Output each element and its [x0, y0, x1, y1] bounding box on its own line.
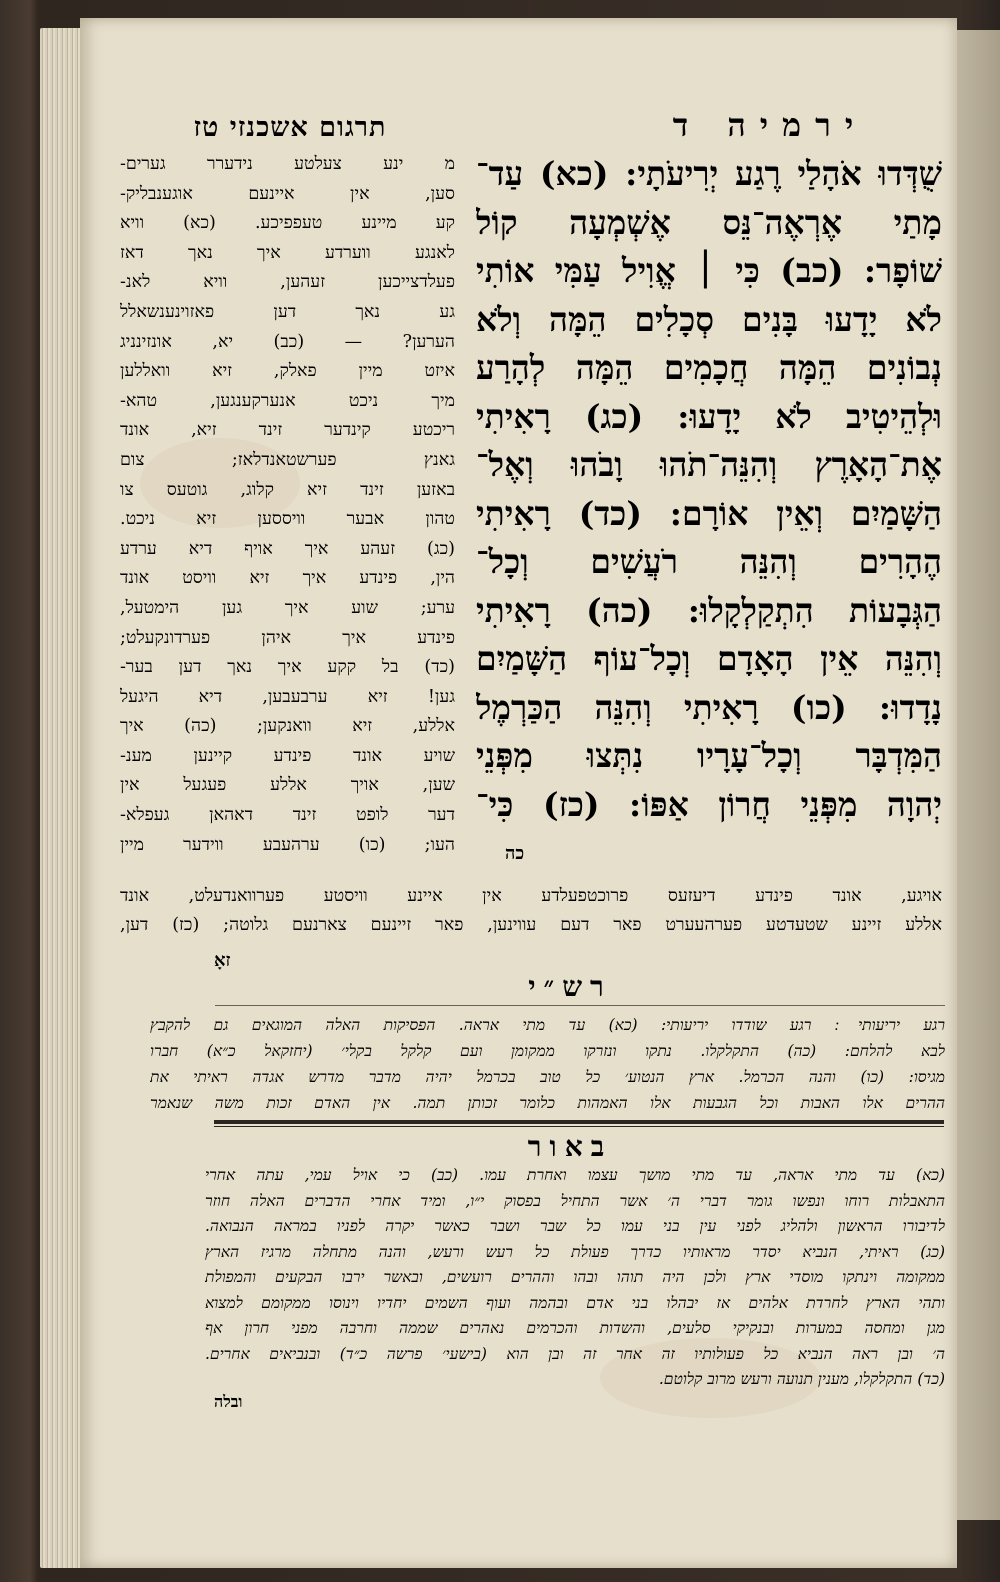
- translation-line: באזען זינד זיא קלוג, גוטעס צו: [120, 479, 455, 500]
- biur-line: (כג) ראיתי, הנביא יסדר מראותיו כדרך פעולת כל רעש ורעש, והנה מתחלה מרגיז הארץ: [205, 1242, 945, 1261]
- translation-line: גען! זיא ערבעבען, דיא היגעל: [120, 686, 455, 707]
- verse-line: וּלְהֵיטִיב לֹא יָדָעוּ: (כג) רָאִיתִי: [476, 396, 942, 436]
- translation-catchword: זאָ: [214, 950, 231, 971]
- translation-line: לאנגע ווערדע איך נאך דאז: [120, 242, 455, 263]
- rashi-line: ההרים אלו האבות וכל הגבעות אלו האמהות כלומר זכותן תמה. אין האדם זכות משה שנאמר: [150, 1094, 945, 1112]
- translation-continuation: [120, 882, 942, 940]
- translation-line: גאנץ פערשטאנדלאז; צום: [120, 449, 455, 470]
- verse-line: הַגְּבָעוֹת הִתְקַלְקָלוּ: (כה) רָאִיתִי: [476, 590, 942, 630]
- verse-line: הֶהָרִים וְהִנֵּה רֹעֲשִׁים וְכָל־: [476, 542, 942, 581]
- verse-line: לֹא יָדָעוּ בָּנִים סְכָלִים הֵמָּה וְלֹא: [476, 299, 942, 339]
- biur-line: התאבלות רוחו ונפשו גומר דברי ה׳ אשר התחיל בפסוק י״ו, ומיד אחרי הדברים האלה חוזר: [205, 1191, 945, 1210]
- translation-line: פעלדצייכען זעהען, וויא לאנ-: [120, 272, 455, 293]
- biur-heading: באור: [527, 1130, 613, 1163]
- rashi-line: רגע יריעותי ׃ רגע שודדו יריעותי: (כא) עד מתי אראה. הפסיקות האלה המוגאים גם להקבץ: [150, 1016, 945, 1034]
- translation-line: הין, פינדע איך זיא וויסט אונד: [120, 568, 455, 589]
- translation-line: פינדע איך איהן פערדונקעלט;: [120, 627, 455, 648]
- translation-line: גע נאך דען פאזוינענשאלל: [120, 301, 455, 322]
- translation-line: הערען? — (כב) יא, אונזינניג: [120, 331, 455, 352]
- biur-commentary: [205, 1163, 945, 1393]
- translation-line: קע מיינע טעפפיכע. (כא) וויא: [120, 213, 455, 234]
- rashi-divider: [215, 1005, 945, 1006]
- section-rule-thin: [214, 1126, 944, 1127]
- verse-line: הַשָּׁמַיִם וְאֵין אוֹרָם: (כד) רָאִיתִי: [476, 493, 942, 533]
- translation-continuation-line: אויגע, אונד פינדע דיעזעס פרוכטפעלדע אין איינע וויסטע פערוואנדעלט, אונד: [120, 886, 942, 906]
- verse-line: יְהוָה מִפְּנֵי חֲרוֹן אַפּוֹ: (כז) כִּי־: [476, 784, 942, 824]
- biur-line: ה׳ ובן ראה הנביא כל פעולותיו זה אחר זה ובן הוא (בישעי׳ פרשה כ״ד) ובנביאים אחרים.: [205, 1344, 945, 1363]
- translation-line: (כד) בל קקע איך נאך דען בער-: [120, 657, 455, 678]
- facing-page-edge: [957, 30, 1000, 1520]
- verse-line: נְבוֹנִים הֵמָּה חֲכָמִים הֵמָּה לְהָרַע: [476, 348, 942, 387]
- translation-line: מ ינע צעלטע נידערר גערים-: [120, 154, 455, 174]
- biur-line: ממקומה וינתקו מוסדי ארץ ולכן היה תוהו ובהו וההרים רועשים, ובאשר ירבו הבקעים והמפולת: [205, 1268, 945, 1286]
- running-header-book: ירמיה ד: [672, 106, 868, 144]
- hebrew-verse-column: [476, 150, 942, 829]
- verse-catchword: כה: [505, 843, 525, 864]
- translation-line: דער לופט זינד דאהאן געפלא-: [120, 805, 455, 826]
- translation-line: ערע; שוע איך גען הימטעל,: [120, 597, 455, 618]
- rashi-heading: רש״י: [528, 970, 612, 1003]
- verse-line: נָדָדוּ: (כו) רָאִיתִי וְהִנֵּה הַכַּרְמֶל: [476, 687, 942, 727]
- translation-column: [120, 150, 455, 860]
- biur-line: לדיבורו הראשון ולהליג לפני עין בני עמו כל שבר ושבר כאשר יקרה לפניו במראה הנבואה.: [205, 1217, 945, 1235]
- verse-line: הַמִּדְבָּר וְכָל־עָרָיו נִתְּצוּ מִפְּנֵי: [476, 736, 942, 775]
- rashi-commentary: [150, 1012, 945, 1116]
- verse-line: וְהִנֵּה אֵין הָאָדָם וְכָל־עוֹף הַשָּׁמַיִם: [476, 639, 942, 678]
- rashi-line: לבא להלחם: (כה) התקלקלו. נתקו ונזרקו ממקומן ועם קלקל בקלי׳ (יחזקאל כ״א) חברו: [150, 1042, 945, 1060]
- running-header-translation: תרגום אשכנזי טז: [193, 112, 387, 143]
- verse-line: שׁוֹפָר: (כב) כִּי ׀ אֱוִיל עַמִּי אוֹתִי: [476, 251, 942, 290]
- translation-line: ריכטע קינדער זינד זיא, אונד: [120, 420, 455, 441]
- verse-line: מָתַי אֶרְאֶה־נֵּס אֶשְׁמְעָה קוֹל: [476, 202, 942, 242]
- page-edges: [40, 28, 82, 1568]
- translation-line: אללע, זיא וואנקען; (כה) איך: [120, 716, 455, 737]
- section-rule: [214, 1120, 944, 1124]
- biur-line: ותהי הארץ לחרדת אלהים אז יבהלו בני אדם ובהמה ועוף השמים יחדיו וינוסו ממקומם למצוא: [205, 1293, 945, 1312]
- translation-line: (כג) זעהע איך אויף דיא ערדע: [120, 538, 455, 559]
- translation-line: שויע אונד פינדע קיינען מענ-: [120, 745, 455, 766]
- translation-continuation-line: אללע זיינע שטעדטע פערהעערט פאר דעם עווינען, פאר זיינעם צארנעם גלוטה; (כז) דען,: [120, 915, 942, 935]
- translation-line: מיך ניכט אנערקענגען, טהא-: [120, 390, 455, 411]
- biur-line: (כד) התקלקלו, מענין תנועה ורעש מרוב קלוטם.: [658, 1370, 945, 1388]
- translation-line: טהון אבער וויססען זיא ניכט.: [120, 509, 455, 530]
- translation-line: העו; (כו) ערהעבע ווידער מיין: [120, 834, 455, 855]
- translation-line: איזט מיין פאלק, זיא וואללען: [120, 361, 455, 382]
- biur-line: (כא) עד מתי אראה, עד מתי מושך עצמו ואחרת עמו. (כב) כי אויל עמי, עתה אחרי: [205, 1166, 945, 1184]
- biur-line: מגן ומחסה במערות ובנקיקי סלעים, והשדות והכרמים נאהרים שממה וחרבה מפני חרון אף: [205, 1319, 945, 1337]
- translation-line: שען, אויך אללע פעגעל אין: [120, 775, 455, 796]
- verse-line: אֶת־הָאָרֶץ וְהִנֵּה־תֹהוּ וָבֹהוּ וְאֶל־: [476, 445, 942, 484]
- verse-line: שֻׁדְּדוּ אֹהָלַי רֶגַע יְרִיעֹתָי: (כא) עַד־: [476, 154, 942, 193]
- bottom-catchword: ובלה: [214, 1392, 243, 1411]
- rashi-line: מגיסו: (כו) והנה הכרמל. ארץ הנטוע׳ כל טוב בכרמל יהיה מדבר מדרש אגדה ראיתי את: [150, 1068, 945, 1086]
- translation-line: סען, אין איינעם אוגענבליק-: [120, 183, 455, 204]
